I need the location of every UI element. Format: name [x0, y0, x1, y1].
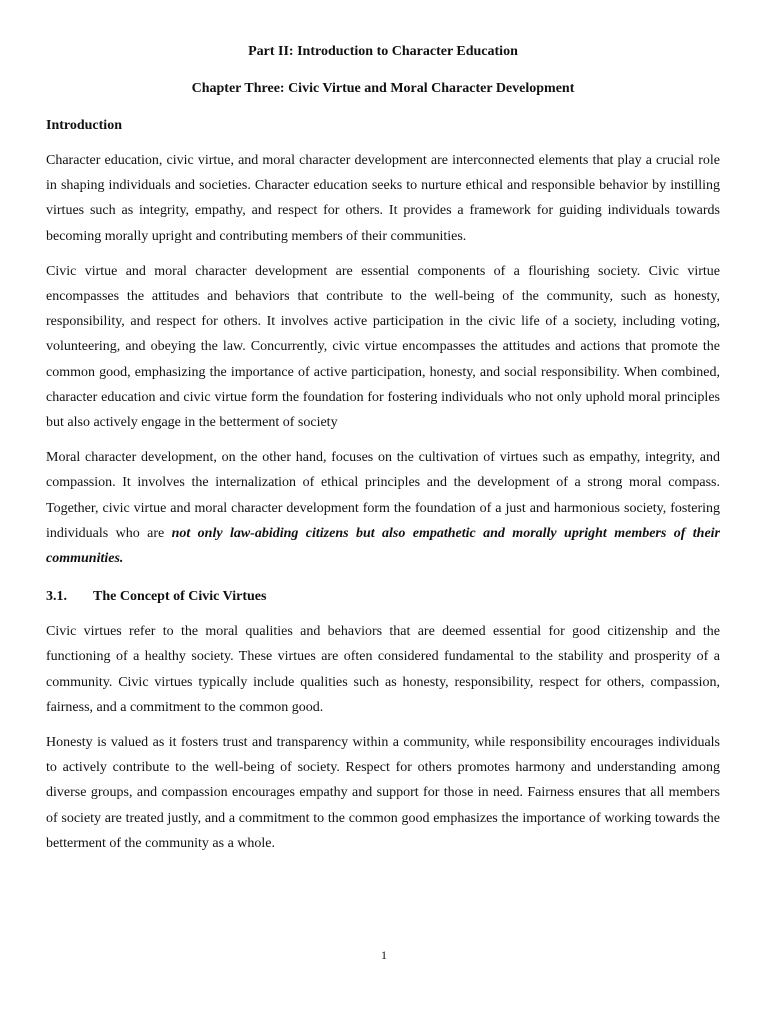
introduction-paragraph-3-text: Moral character development, on the other hand, focuses on the cultivation of virtues such as empathy, integrity, and compassion. It involves the internalization of ethical principles and the development of a strong moral compass. Together, civic virtue and moral character development form the foundation of a just and harmonious society, fostering individuals who are	[46, 450, 720, 541]
section-3-1-paragraph-2: Honesty is valued as it fosters trust and transparency within a community, while responsibility encourages individuals to actively contribute to the well-being of society. Respect for others promotes harmony and understanding among diverse groups, and compassion encourages empathy and support for those in need. Fairness ensures that all members of society are treated justly, and a commitment to the common good emphasizes the importance of working towards the betterment of the community as a whole.	[46, 735, 720, 851]
document-page	[46, 40, 720, 856]
section-3-1-heading	[46, 586, 720, 608]
section-title: The Concept of Civic Virtues	[93, 589, 267, 605]
introduction-paragraph-3	[46, 445, 720, 571]
introduction-paragraph-1: Character education, civic virtue, and moral character development are interconnected elements that play a crucial role in shaping individuals and societies. Character education seeks to nurture ethical and responsible behavior by instilling virtues such as integrity, empathy, and respect for others. It provides a framework for guiding individuals towards becoming morally upright and contributing members of their communities.	[46, 153, 720, 244]
chapter-title: Chapter Three: Civic Virtue and Moral Character Development	[191, 81, 575, 96]
section-3-1-paragraph-1: Civic virtues refer to the moral qualities and behaviors that are deemed essential for good citizenship and the functioning of a healthy society. These virtues are often considered fundamental to the stability and prosperity of a community. Civic virtues typically include qualities such as honesty, responsibility, respect for others, compassion, fairness, and a commitment to the common good.	[46, 624, 720, 715]
introduction-heading: Introduction	[46, 118, 122, 133]
introduction-paragraph-2: Civic virtue and moral character development are essential components of a flourishing society. Civic virtue encompasses the attitudes and behaviors that contribute to the well-being of the community, such as honesty, responsibility, and respect for others. It involves active participation in the civic life of a society, including voting, volunteering, and obeying the law. Concurrently, civic virtue encompasses the attitudes and actions that promote the common good, emphasizing the importance of active participation, honesty, and social responsibility. When combined, character education and civic virtue form the foundation for fostering individuals who not only uphold moral principles but also actively engage in the betterment of society	[46, 263, 720, 431]
introduction-paragraph-3-emphasis: not only law-abiding citizens but also empathetic and morally upright members of their communities.	[46, 525, 720, 567]
part-title: Part II: Introduction to Character Education	[248, 44, 518, 59]
section-number: 3.1.	[46, 589, 67, 605]
page-number: 1	[381, 948, 387, 962]
